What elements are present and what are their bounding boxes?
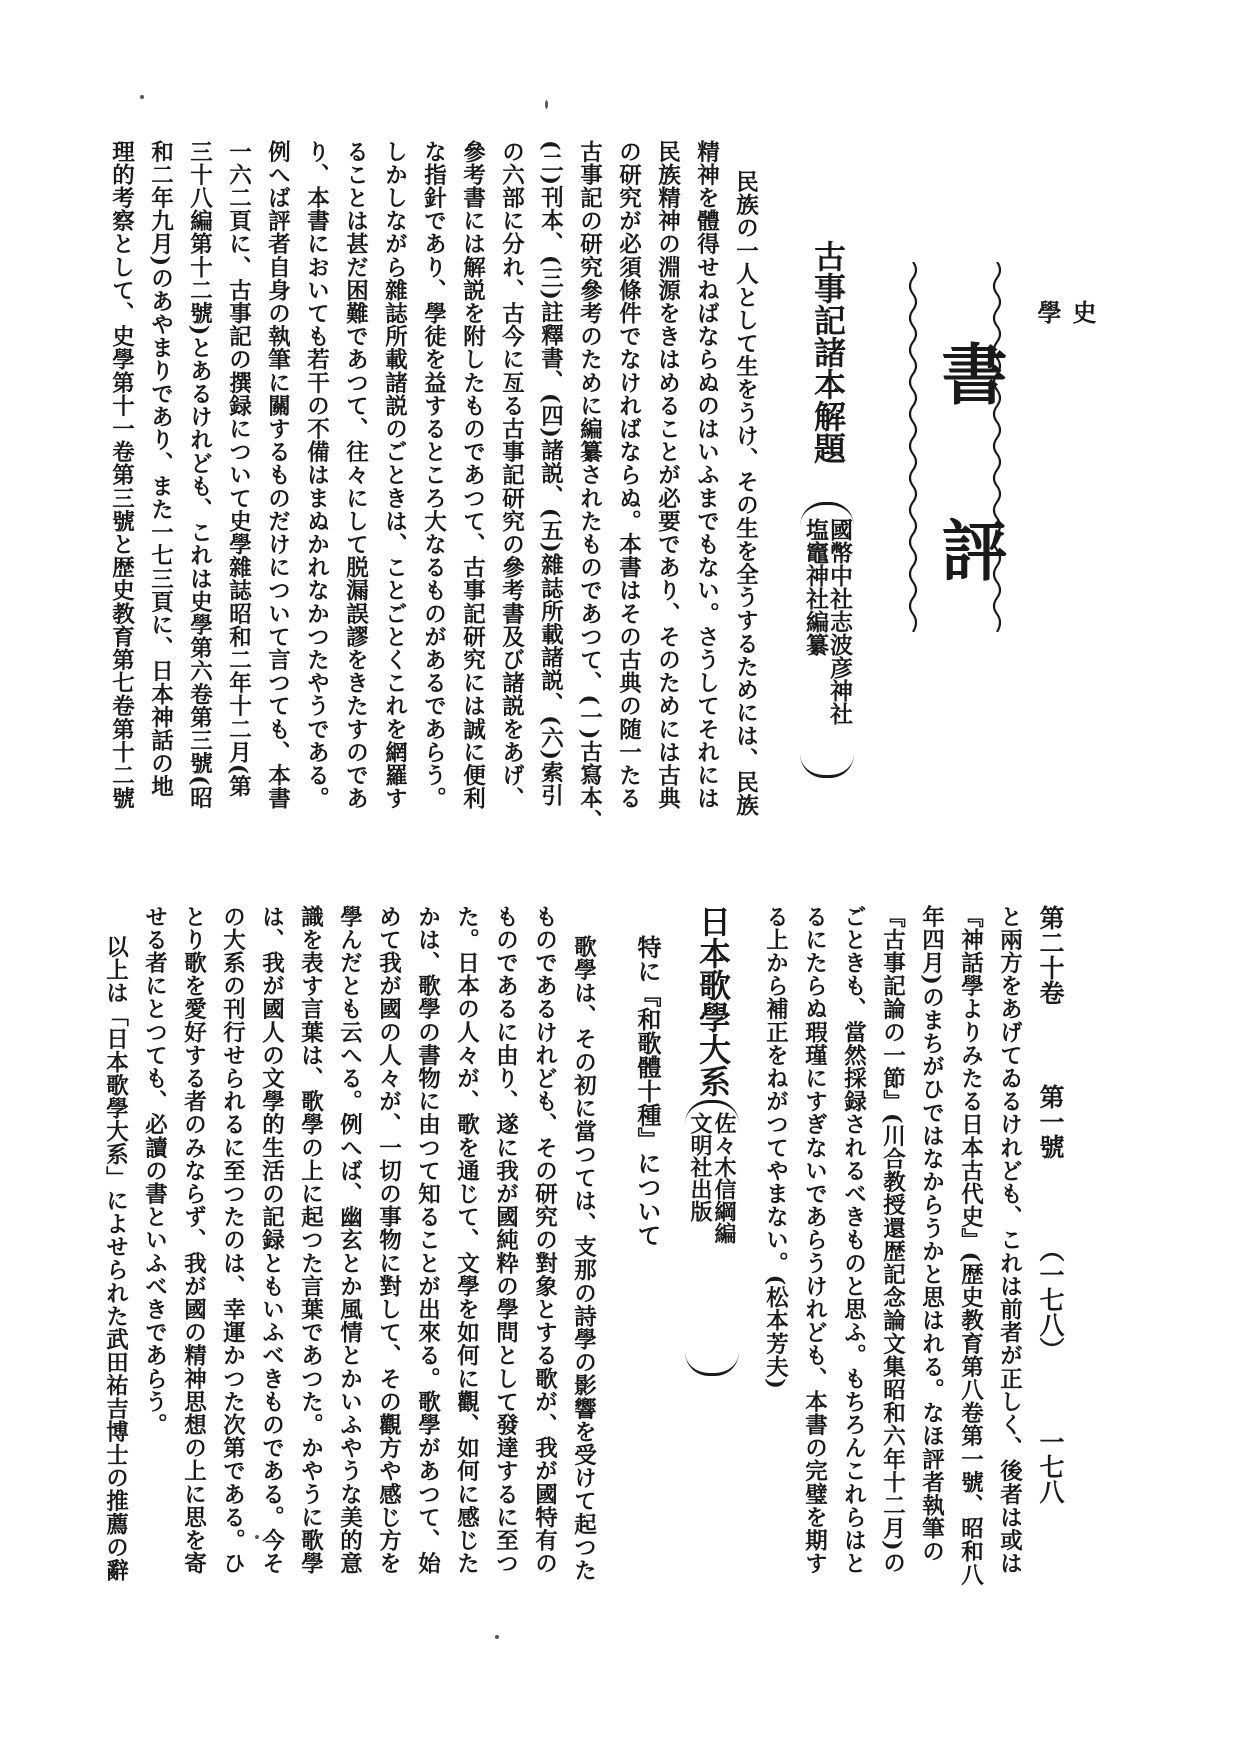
review2-column: の大系の刊行せられるに至つたのは、幸運かつた次第である。ひ [219,905,246,1575]
journal-name [1030,300,1100,364]
review1-column: の研究が必須條件でなければならぬ。本書はその古典の随一たる [615,140,642,810]
wavy-rule-left [906,262,920,632]
review2-column: ものであるけれども、その研究の對象とする歌が、我が國特有の [531,905,558,1575]
journal-name-part-2: 學 [1033,300,1062,324]
review2-column: 識を表す言葉は、歌學の上に起つた言葉であつた。かやうに歌學 [297,905,324,1575]
review1-continuation-column: 年四月)のまちがひではなからうかと思はれる。なほ評者執筆の [918,905,945,1564]
review1-column: 古事記の研究參考のために編纂されたものであつて、(一)古寫本、 [576,140,603,833]
issue-label: 第一號 [1036,1083,1065,1159]
review1-column: な指針であり、學徒を益するところ大なるものがあるであらう。 [420,140,447,810]
review2-column: は、我が國人の文學的生活の記録ともいふべきものである。今そ [258,905,285,1575]
review1-continuation-column: 『古事記論の一節』(川合教授還歴記念論文集昭和六年十二月)の [879,905,906,1575]
review1-column: (二)刊本、(三)註釋書、(四)諸説、(五)雜誌所載諸説、(六)索引 [537,140,564,807]
review1-column: 民族の一人として生をうけ、その生を全うするためには、民族 [732,170,759,817]
review1-title: 古事記諸本解題 [809,240,847,464]
review2-subtitle: 特に『和歌體十種』について [633,935,662,1247]
review1-column: ることは甚だ困難であつて、往々にして脱漏誤謬をきたすのであ [342,140,369,810]
paren-page-number: （一七八） [1036,1237,1065,1363]
review1-column: 民族精神の淵源をきはめることが必要であり、そのためには古典 [654,140,681,810]
page-header [1032,905,1068,1504]
page-number: 一七八 [1036,1429,1065,1505]
journal-name-part-1: 史 [1068,300,1097,324]
review1-publisher-line1: 國幣中社志波彦神社 [826,518,853,725]
review2-publisher-line1: 佐々木信綱編 [711,1112,737,1244]
review1-column: り、本書においても若干の不備はまぬかれなかつたやうである。 [303,140,330,810]
review1-publisher-line2: 塩竈神社編纂 [802,518,829,656]
review2-column: とり歌を愛好する者のみならず、我が國の精神思想の上に思を寄 [180,905,207,1575]
review1-continuation-column: ごときも、當然採録されるべきものと思ふ。もちろんこれらはと [840,905,867,1575]
review1-column: 參考書には解説を附したものであつて、古事記研究には誠に便利 [459,140,486,810]
review1-column: しかしながら雜誌所載諸説のごときは、ことごとくこれを網羅す [381,140,408,810]
review2-column: 歌學は、その初に當つては、支那の詩學の影響を受けて起つた [570,935,597,1582]
review1-publisher [803,518,851,725]
review2-column: 學んだとも云へる。例へば、幽玄とか風情とかいふやうな美的意 [336,905,363,1575]
review2-column: かは、歌學の書物に由つて知ることが出來る。歌學があつて、始 [414,905,441,1575]
review1-continuation-column: と兩方をあげてゐるけれども、これは前者が正しく、後者は或は [996,905,1023,1575]
review2-column: ものであるに由り、遂に我が國純粋の學問として發達するに至つ [492,905,519,1575]
review1-column: 理的考察として、史學第十一卷第三號と歴史教育第七卷第十二號 [108,140,135,810]
section-title: 書評 [930,340,1008,692]
review1-column: 例へば評者自身の執筆に關するものだけについて言つても、本書 [264,140,291,810]
review1-column: 三十八編第十二號)とあるけれども、これは史學第六卷第三號(昭 [186,140,213,810]
review1-continuation-column: 『神話學よりみたる日本古代史』(歴史教育第八卷第一號、昭和八 [957,905,984,1587]
review2-column: 以上は「日本歌學大系」によせられた武田祐吉博士の推薦の辭 [102,935,129,1582]
review2-publisher-line2: 文明社出版 [687,1112,713,1222]
review2-title: 日本歌學大系 [694,905,732,1097]
review1-column: 一六二頁に、古事記の撰録について史學雜誌昭和二年十二月(第 [225,140,252,799]
review1-continuation-column: るにたらぬ瑕瑾にすぎないであらうけれども、本書の完璧を期す [801,905,828,1575]
review2-publisher [688,1112,736,1244]
review2-column: せる者にとつても、必讀の書といふべきであらう。 [141,905,168,1437]
scan-speck [255,1535,259,1539]
review2-column: た。日本の人々が、歌を通じて、文學を如何に觀、如何に感じた [453,905,480,1575]
scan-speck [545,100,548,109]
review1-column: 和二年九月)のあやまりであり、また一七三頁に、日本神話の地 [147,140,174,799]
review1-column: の六部に分れ、古今に亙る古事記研究の參考書及び諸説をあげ、 [498,140,525,810]
scan-speck [140,95,144,99]
scan-speck [495,1635,499,1639]
review1-continuation-column: る上から補正をねがつてやまない。(松本芳夫) [762,905,789,1390]
review1-column: 精神を體得せねばならぬのはいふまでもない。さうしてそれには [693,140,720,810]
review2-column: めて我が國の人々が、一切の事物に對して、その觀方や感じ方を [375,905,402,1575]
volume-label: 第二十卷 [1036,905,1065,1005]
